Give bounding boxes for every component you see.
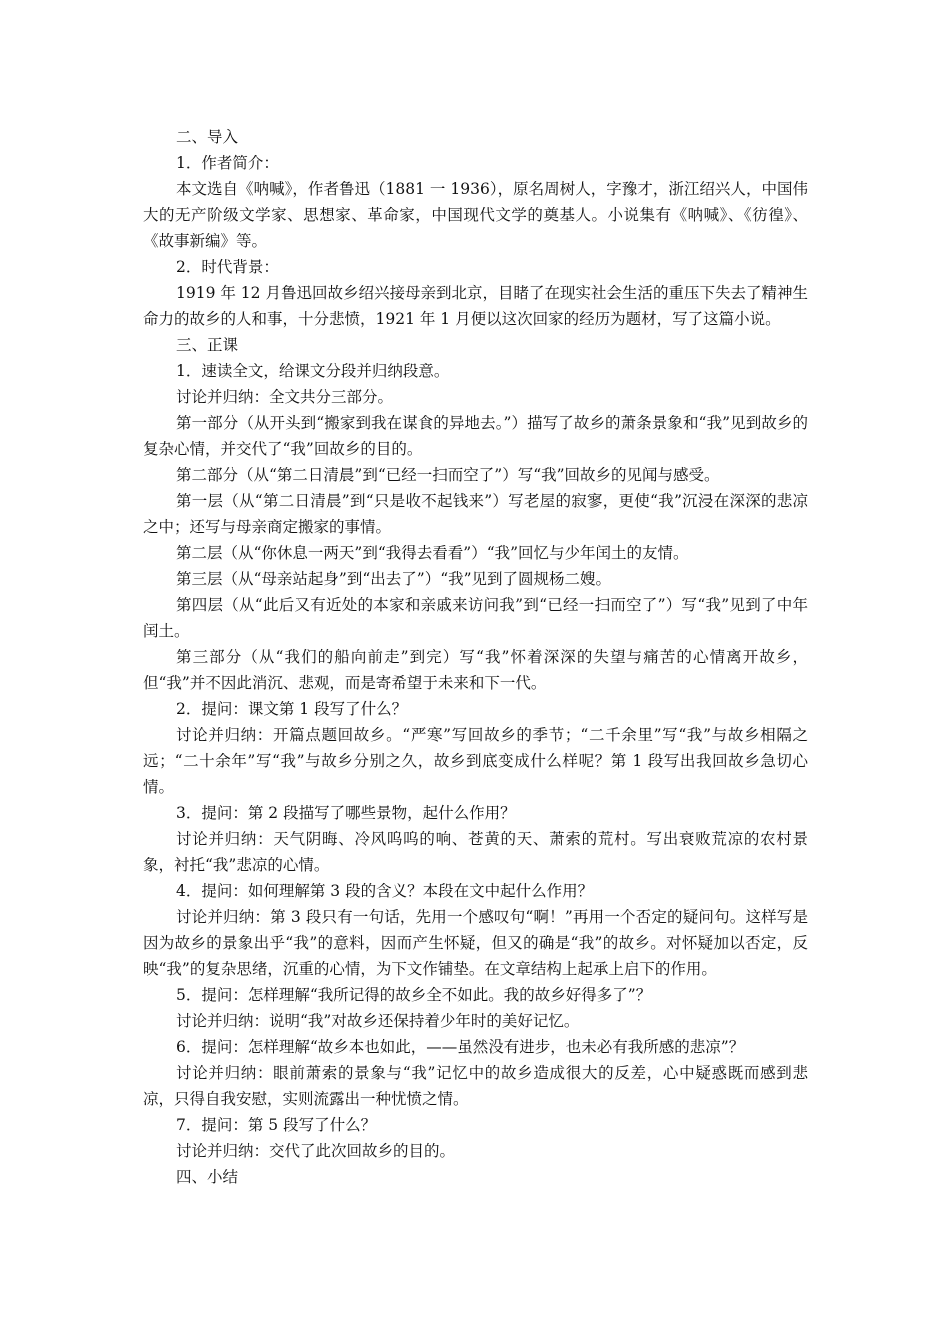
answer-1: 讨论并归纳：全文共分三部分。 — [176, 388, 394, 406]
document-body — [143, 124, 808, 1190]
question-4: 4．提问：如何理解第 3 段的含义？本段在文中起什么作用？ — [176, 882, 594, 900]
answer-2: 讨论并归纳：开篇点题回故乡。“严寒”写回故乡的季节；“二千余里”写“我”与故乡相隔之远；“二十余年”写“我”与故乡分别之久，故乡到底变成什么样呢？第 1 段写出我回故乡急切心情。 — [143, 726, 808, 796]
question-7: 7．提问：第 5 段写了什么？ — [176, 1116, 377, 1134]
question-5: 5．提问：怎样理解“我所记得的故乡全不如此。我的故乡好得多了”？ — [176, 986, 652, 1004]
paragraph-author-intro: 本文选自《呐喊》，作者鲁迅（1881 一 1936），原名周树人，字豫才，浙江绍兴人，中国伟大的无产阶级文学家、思想家、革命家，中国现代文学的奠基人。小说集有《呐喊》、《彷徨》、《故事新编》等。 — [143, 180, 808, 250]
question-2: 2．提问：课文第 1 段写了什么？ — [176, 700, 408, 718]
question-3: 3．提问：第 2 段描写了哪些景物，起什么作用？ — [176, 804, 516, 822]
question-6: 6．提问：怎样理解“故乡本也如此，——虽然没有进步，也未必有我所感的悲凉”？ — [176, 1038, 745, 1056]
layer-3: 第三层（从“母亲站起身”到“出去了”）“我”见到了圆规杨二嫂。 — [176, 570, 612, 588]
subheading-author: 1．作者简介： — [176, 154, 279, 172]
layer-1: 第一层（从“第二日清晨”到“只是收不起钱来”）写老屋的寂寥，更使“我”沉浸在深深的悲凉之中；还写与母亲商定搬家的事情。 — [143, 492, 808, 536]
section-heading-lesson: 三、正课 — [176, 336, 239, 354]
layer-4: 第四层（从“此后又有近处的本家和亲戚来访问我”到“已经一扫而空了”）写“我”见到了中年闰土。 — [143, 596, 808, 640]
answer-7: 讨论并归纳：交代了此次回故乡的目的。 — [176, 1142, 456, 1160]
part-3: 第三部分（从“我们的船向前走”到完）写“我”怀着深深的失望与痛苦的心情离开故乡，但“我”并不因此消沉、悲观，而是寄希望于未来和下一代。 — [143, 648, 808, 692]
paragraph-background: 1919 年 12 月鲁迅回故乡绍兴接母亲到北京，目睹了在现实社会生活的重压下失去了精神生命力的故乡的人和事，十分悲愤，1921 年 1 月便以这次回家的经历为题材，写了这篇小说。 — [143, 284, 808, 328]
section-heading-intro: 二、导入 — [176, 128, 239, 146]
layer-2: 第二层（从“你休息一两天”到“我得去看看”）“我”回忆与少年闰土的友情。 — [176, 544, 689, 562]
answer-3: 讨论并归纳：天气阴晦、冷风呜呜的响、苍黄的天、萧索的荒村。写出衰败荒凉的农村景象，衬托“我”悲凉的心情。 — [143, 830, 808, 874]
answer-6: 讨论并归纳：眼前萧索的景象与“我”记忆中的故乡造成很大的反差，心中疑惑既而感到悲凉，只得自我安慰，实则流露出一种忧愤之情。 — [143, 1064, 808, 1108]
answer-5: 讨论并归纳：说明“我”对故乡还保持着少年时的美好记忆。 — [176, 1012, 580, 1030]
subheading-background: 2．时代背景： — [176, 258, 279, 276]
part-2: 第二部分（从“第二日清晨”到“已经一扫而空了”）写“我”回故乡的见闻与感受。 — [176, 466, 720, 484]
answer-4: 讨论并归纳：第 3 段只有一句话，先用一个感叹句“啊！”再用一个否定的疑问句。这样写是因为故乡的景象出乎“我”的意料，因而产生怀疑，但又的确是“我”的故乡。对怀疑加以否定，反映“我”的复杂思绪，沉重的心情，为下文作铺垫。在文章结构上起承上启下的作用。 — [143, 908, 808, 978]
section-heading-summary: 四、小结 — [176, 1168, 239, 1186]
part-1: 第一部分（从开头到“搬家到我在谋食的异地去。”）描写了故乡的萧条景象和“我”见到故乡的复杂心情，并交代了“我”回故乡的目的。 — [143, 414, 808, 458]
question-1: 1．速读全文，给课文分段并归纳段意。 — [176, 362, 450, 380]
